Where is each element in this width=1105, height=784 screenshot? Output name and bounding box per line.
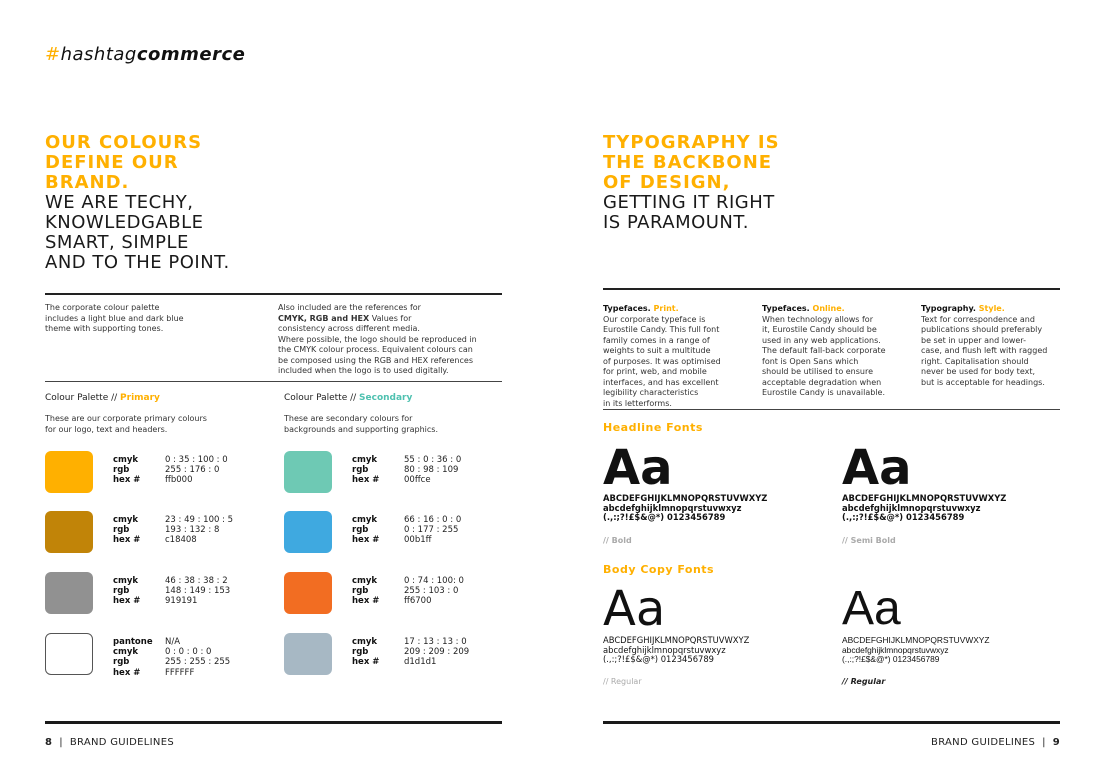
swatch-primary-3 xyxy=(45,572,93,614)
swatch-secondary-2 xyxy=(284,511,332,553)
colours-headline: OUR COLOURS DEFINE OUR BRAND. WE ARE TECHY, KNOWLEDGABLE SMART, SIMPLE AND TO THE POINT. xyxy=(45,132,230,273)
aa-sample-semibold: Aa xyxy=(842,440,912,496)
brand-logo: #hashtagcommerce xyxy=(45,44,246,65)
divider xyxy=(603,288,1060,290)
alphabet-regular: ABCDEFGHIJKLMNOPQRSTUVWXYZ abcdefghijklmnopqrstuvwxyz (.,:;?!£$&@*) 0123456789 xyxy=(603,635,750,664)
weight-label-bold: // Bold xyxy=(603,536,632,545)
swatch-primary-1 xyxy=(45,451,93,493)
swatch-spec: cmyk 0 : 74 : 100: 0 rgb 255 : 103 : 0 hex # ff6700 xyxy=(352,576,464,607)
alphabet-opensans: ABCDEFGHIJKLMNOPQRSTUVWXYZ abcdefghijklmnopqrstuvwxyz (.,:;?!£$&@*) 0123456789 xyxy=(842,635,990,664)
swatch-spec: cmyk 66 : 16 : 0 : 0 rgb 0 : 177 : 255 hex # 00b1ff xyxy=(352,515,462,546)
footer-rule xyxy=(603,721,1060,724)
swatch-spec: cmyk 0 : 35 : 100 : 0 rgb 255 : 176 : 0 hex # ffb000 xyxy=(113,455,228,486)
weight-label-semibold: // Semi Bold xyxy=(842,536,896,545)
page-footer-right: BRAND GUIDELINES | 9 xyxy=(931,737,1060,748)
swatch-primary-4 xyxy=(45,633,93,675)
primary-palette-title: Colour Palette // Primary xyxy=(45,393,160,403)
divider xyxy=(45,381,502,382)
typography-style-col: Typography. Style. Text for correspondence and publications should preferably be set in upper and lower- case, and flush left with ragged right. Capitalisation should never be used for body text, but is acceptable for headings. xyxy=(921,304,1048,387)
alphabet-bold: ABCDEFGHIJKLMNOPQRSTUVWXYZ abcdefghijklmnopqrstuvwxyz (.,:;?!£$&@*) 0123456789 xyxy=(603,493,768,522)
secondary-palette-title: Colour Palette // Secondary xyxy=(284,393,413,403)
swatch-secondary-1 xyxy=(284,451,332,493)
aa-sample-regular: Aa xyxy=(603,581,666,637)
divider xyxy=(603,409,1060,410)
aa-sample-bold: Aa xyxy=(603,440,673,496)
page-footer-left: 8 | BRAND GUIDELINES xyxy=(45,737,174,748)
swatch-secondary-3 xyxy=(284,572,332,614)
swatch-secondary-4 xyxy=(284,633,332,675)
weight-label-regular: // Regular xyxy=(603,677,642,686)
swatch-primary-2 xyxy=(45,511,93,553)
swatch-spec: cmyk 46 : 38 : 38 : 2 rgb 148 : 149 : 153 hex # 919191 xyxy=(113,576,231,607)
intro-text-col1: The corporate colour palette includes a light blue and dark blue theme with supporting tones. xyxy=(45,303,184,333)
typefaces-online-col: Typefaces. Online. When technology allows for it, Eurostile Candy should be used in any web applications. The default fall-back corporate font is Open Sans which should be utilised to ensure acceptable degradation when Eurostile Candy is unavailable. xyxy=(762,304,886,397)
footer-rule xyxy=(45,721,502,724)
primary-palette-desc: These are our corporate primary colours for our logo, text and headers. xyxy=(45,414,207,434)
divider xyxy=(45,293,502,295)
secondary-palette-desc: These are secondary colours for backgrounds and supporting graphics. xyxy=(284,414,438,434)
aa-sample-opensans: Aa xyxy=(842,582,901,635)
alphabet-semibold: ABCDEFGHIJKLMNOPQRSTUVWXYZ abcdefghijklmnopqrstuvwxyz (.,:;?!£$&@*) 0123456789 xyxy=(842,493,1007,522)
intro-text-col2: Also included are the references for CMYK, RGB and HEX Values for consistency across different media. Where possible, the logo should be reproduced in the CMYK colour process. Equivalent colours can be composed using the RGB and HEX references included when the logo is to used digitally. xyxy=(278,303,477,375)
headline-fonts-heading: Headline Fonts xyxy=(603,421,703,434)
weight-label-regular-opensans: // Regular xyxy=(842,677,886,686)
typography-headline: TYPOGRAPHY IS THE BACKBONE OF DESIGN, GETTING IT RIGHT IS PARAMOUNT. xyxy=(603,132,780,233)
swatch-spec: cmyk 17 : 13 : 13 : 0 rgb 209 : 209 : 209 hex # d1d1d1 xyxy=(352,637,470,668)
typefaces-print-col: Typefaces. Print. Our corporate typeface is Eurostile Candy. This full font family comes in a range of weights to suit a multitude of purposes. It was optimised for print, web, and mobile interfaces, and has excellent legibility characteristics in its letterforms. xyxy=(603,304,721,408)
swatch-spec: cmyk 23 : 49 : 100 : 5 rgb 193 : 132 : 8 hex # c18408 xyxy=(113,515,234,546)
swatch-spec: cmyk 55 : 0 : 36 : 0 rgb 80 : 98 : 109 hex # 00ffce xyxy=(352,455,462,486)
body-fonts-heading: Body Copy Fonts xyxy=(603,563,715,576)
swatch-spec: pantone N/A cmyk 0 : 0 : 0 : 0 rgb 255 : 255 : 255 hex # FFFFFF xyxy=(113,637,231,678)
